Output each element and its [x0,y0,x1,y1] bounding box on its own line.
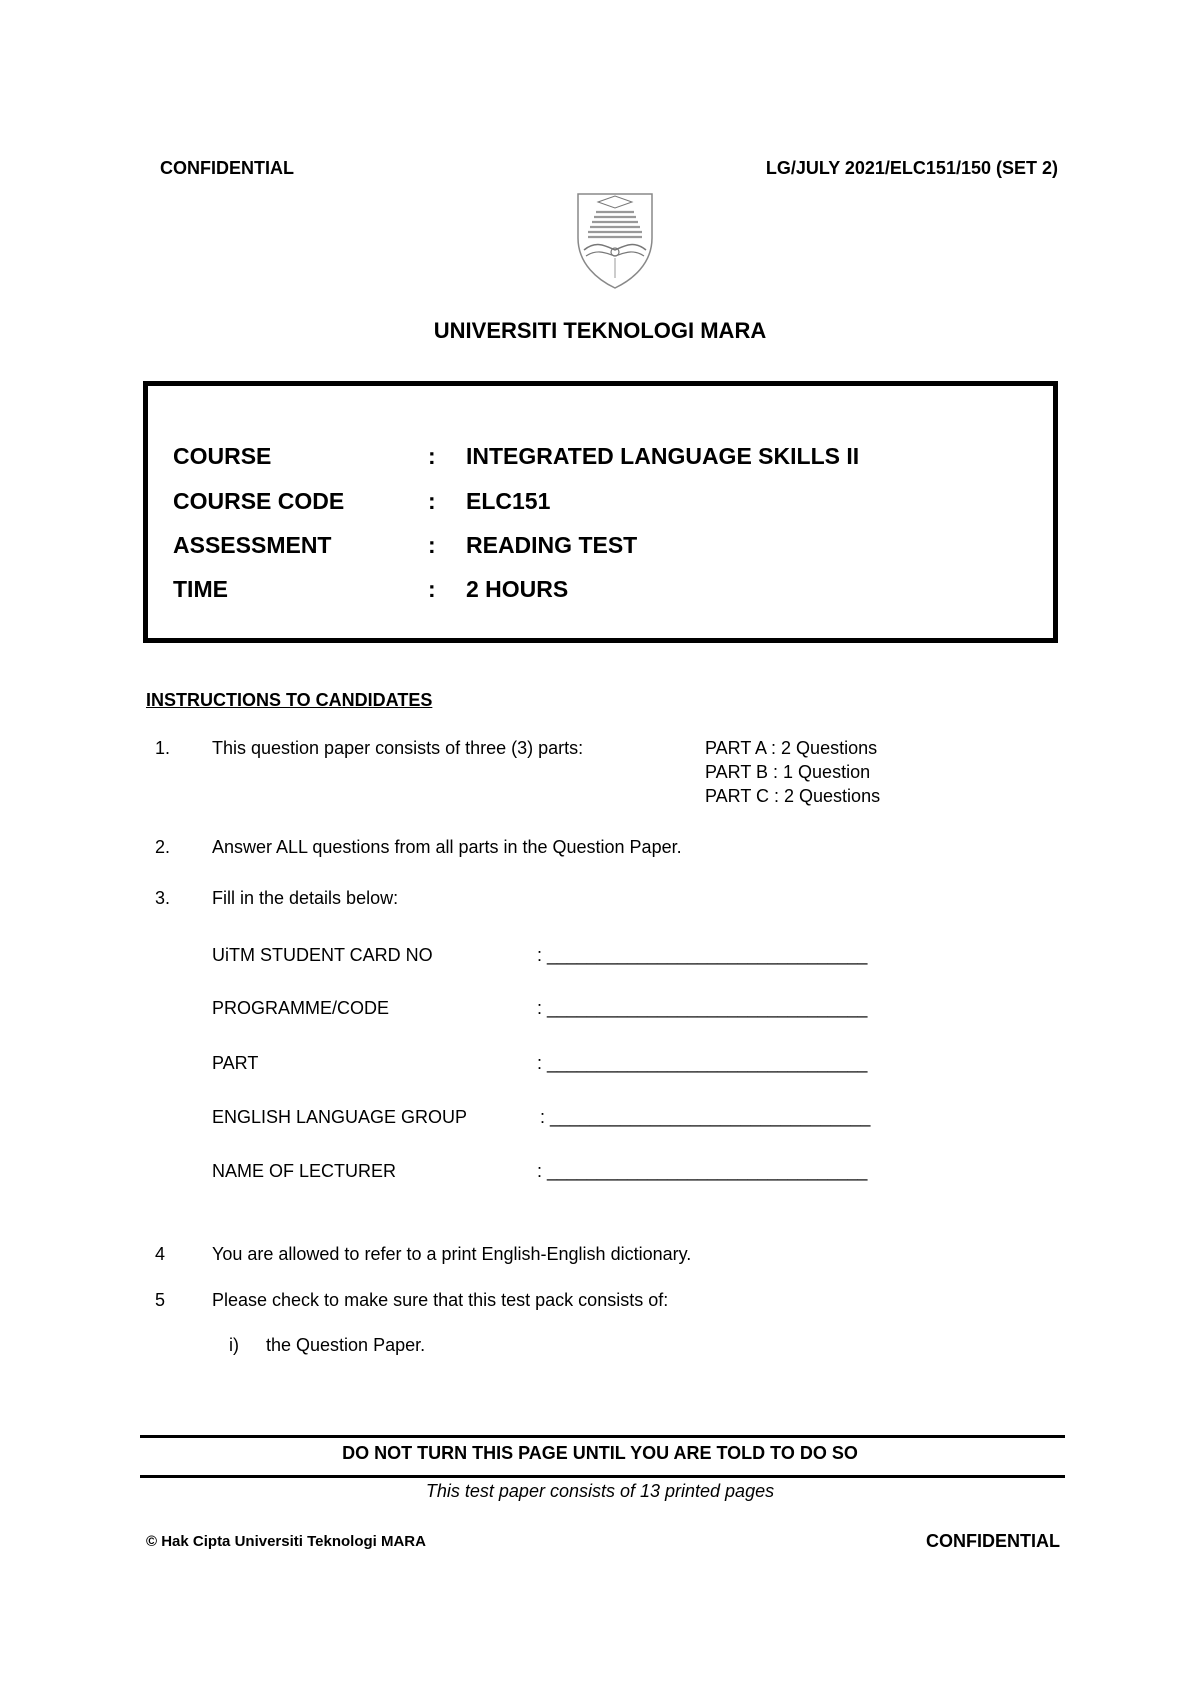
course-code-label: COURSE CODE [173,488,345,514]
item-3-text: Fill in the details below: [212,888,399,908]
part-a-line: PART A : 2 Questions [705,738,878,758]
subitem-number: i) [229,1335,239,1355]
uitm-crest-icon [570,190,660,290]
time-value: 2 HOURS [466,576,569,602]
copyright-text: © Hak Cipta Universiti Teknologi MARA [146,1533,426,1550]
do-not-turn-notice: DO NOT TURN THIS PAGE UNTIL YOU ARE TOLD TO DO SO [342,1443,858,1463]
instructions-title: INSTRUCTIONS TO CANDIDATES [146,690,433,710]
subitem-text: the Question Paper. [266,1335,426,1355]
part-b-line: PART B : 1 Question [705,762,871,782]
student-card-field[interactable]: : ________________________________ [537,945,868,965]
header-confidential: CONFIDENTIAL [160,158,294,178]
english-group-label: ENGLISH LANGUAGE GROUP [212,1107,468,1127]
assessment-label: ASSESSMENT [173,532,332,558]
course-info-box [143,381,1058,643]
lecturer-name-field[interactable]: : ________________________________ [537,1161,868,1181]
item-5-text: Please check to make sure that this test pack consists of: [212,1290,669,1310]
item-3-number: 3. [155,888,171,908]
item-4-number: 4 [155,1244,166,1264]
course-code-value: ELC151 [466,488,551,514]
english-group-field[interactable]: : ________________________________ [540,1107,871,1127]
assessment-colon: : [428,532,436,558]
university-name: UNIVERSITI TEKNOLOGI MARA [433,318,767,343]
course-colon: : [428,443,436,469]
header-paper-code: LG/JULY 2021/ELC151/150 (SET 2) [765,158,1058,178]
programme-code-field[interactable]: : ________________________________ [537,998,868,1018]
time-label: TIME [173,576,228,602]
item-4-text: You are allowed to refer to a print English-English dictionary. [212,1244,692,1264]
item-2-text: Answer ALL questions from all parts in the Question Paper. [212,837,682,857]
programme-code-label: PROGRAMME/CODE [212,998,390,1018]
item-1-text: This question paper consists of three (3) parts: [212,738,584,758]
footer-confidential: CONFIDENTIAL [926,1531,1060,1551]
part-c-line: PART C : 2 Questions [705,786,881,806]
part-label: PART [212,1053,259,1073]
item-5-number: 5 [155,1290,166,1310]
time-colon: : [428,576,436,602]
student-card-label: UiTM STUDENT CARD NO [212,945,433,965]
lecturer-name-label: NAME OF LECTURER [212,1161,397,1181]
assessment-value: READING TEST [466,532,638,558]
course-code-colon: : [428,488,436,514]
notice-top-rule [140,1435,1065,1438]
item-2-number: 2. [155,837,171,857]
course-value: INTEGRATED LANGUAGE SKILLS II [466,443,860,469]
printed-pages-note: This test paper consists of 13 printed pages [425,1481,775,1501]
item-1-number: 1. [155,738,171,758]
notice-bottom-rule [140,1475,1065,1478]
part-field[interactable]: : ________________________________ [537,1053,868,1073]
course-label: COURSE [173,443,272,469]
